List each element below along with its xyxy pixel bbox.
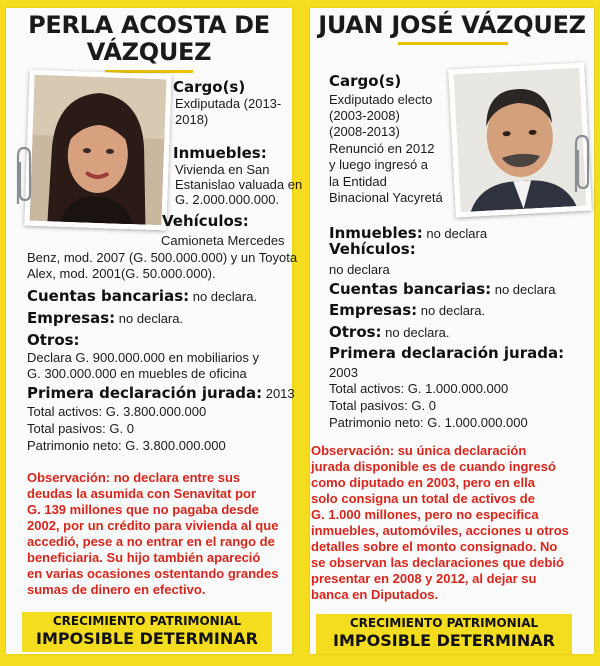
left-empresas-row <box>27 311 183 326</box>
left-patrimonio-neto: Patrimonio neto: G. 3.800.000.000 <box>27 438 226 453</box>
left-inmuebles-line: G. 2.000.000.000. <box>175 192 280 207</box>
right-name-line: JUAN JOSÉ VÁZQUEZ <box>318 11 586 39</box>
left-paperclip-icon <box>10 144 36 208</box>
right-observacion-line: solo consigna un total de activos de <box>311 491 535 506</box>
left-vehiculos-line: Alex, mod. 2001(G. 50.000.000). <box>27 266 216 281</box>
right-empresas-value: no declara. <box>417 303 486 318</box>
left-inmuebles-line: Estanislao valuada en <box>175 177 303 192</box>
left-portrait-image <box>29 75 166 226</box>
left-observacion-line: 2002, por un crédito para vivienda al que <box>27 518 279 533</box>
right-patrimonio-neto: Patrimonio neto: G. 1.000.000.000 <box>329 415 528 430</box>
left-otros-line: Declara G. 900.000.000 en mobiliarios y <box>27 350 259 365</box>
right-banner-line2: IMPOSIBLE DETERMINAR <box>333 631 555 650</box>
left-cargo-heading: Cargo(s) <box>173 78 246 96</box>
left-observacion-line: beneficiaria. Su hijo también apareció <box>27 550 261 565</box>
right-person-name <box>310 12 594 39</box>
right-otros-heading: Otros: <box>329 323 382 341</box>
right-empresas-heading: Empresas: <box>329 301 418 319</box>
left-inmuebles-line: Vivienda en San <box>175 162 270 177</box>
right-paperclip-icon <box>568 132 594 196</box>
right-inmuebles-heading: Inmuebles: <box>329 224 423 242</box>
left-observacion-line: G. 139 millones que no pagaba desde <box>27 502 259 517</box>
right-vehiculos-value: no declara <box>329 262 390 277</box>
right-otros-value: no declara. <box>381 325 450 340</box>
right-cargo-heading: Cargo(s) <box>329 72 402 90</box>
right-observacion-line: detalles sobre el monto consignado. No <box>311 539 558 554</box>
left-conclusion-banner <box>22 612 272 652</box>
right-observacion-line: como diputado en 2003, pero en ella <box>311 475 535 490</box>
right-cuentas-value: no declara <box>491 282 556 297</box>
left-observacion-line: Observación: no declara entre sus <box>27 470 241 485</box>
left-vehiculos-line: Benz, mod. 2007 (G. 500.000.000) y un Toyota <box>27 250 298 265</box>
left-otros-line: G. 300.000.000 en muebles de oficina <box>27 366 247 381</box>
right-total-activos: Total activos: G. 1.000.000.000 <box>329 381 509 396</box>
right-observacion-line: se observan las declaraciones que debió <box>311 555 564 570</box>
left-portrait-photo <box>24 70 171 231</box>
right-cuentas-heading: Cuentas bancarias: <box>329 280 492 298</box>
right-cargo-line: y luego ingresó a <box>329 157 429 172</box>
left-otros-heading: Otros: <box>27 331 80 349</box>
right-vehiculos-heading: Vehículos: <box>329 240 416 258</box>
left-cargo-line: 2018) <box>175 112 209 127</box>
left-observacion-line: deudas la asumida con Senavitat por <box>27 486 257 501</box>
right-primera-year: 2003 <box>329 365 358 380</box>
right-cargo-line: Binacional Yacyretá <box>329 190 443 205</box>
left-person-name <box>6 12 292 66</box>
left-cuentas-row <box>27 289 257 304</box>
left-banner-line2: IMPOSIBLE DETERMINAR <box>36 629 258 648</box>
right-empresas-row <box>329 303 485 318</box>
left-observacion-line: sumas de dinero en efectivo. <box>27 582 206 597</box>
right-portrait-image <box>453 68 586 212</box>
left-cuentas-value: no declara. <box>189 289 258 304</box>
left-observacion-line: en varias ocasiones ostentando grandes <box>27 566 279 581</box>
right-cargo-line: Renunció en 2012 <box>329 141 435 156</box>
right-observacion-line: Observación: su única declaración <box>311 443 527 458</box>
right-banner-line1: CRECIMIENTO PATRIMONIAL <box>349 616 539 630</box>
right-observacion-line: presentar en 2008 y 2012, al dejar su <box>311 571 537 586</box>
left-banner-line1: CRECIMIENTO PATRIMONIAL <box>52 614 242 628</box>
right-primera-heading: Primera declaración jurada: <box>329 344 565 362</box>
right-cargo-line: Exdiputado electo <box>329 92 433 107</box>
left-primera-year: 2013 <box>262 386 295 401</box>
right-cuentas-row <box>329 282 555 297</box>
left-empresas-value: no declara. <box>115 311 184 326</box>
left-cuentas-heading: Cuentas bancarias: <box>27 287 190 305</box>
left-empresas-heading: Empresas: <box>27 309 116 327</box>
left-total-pasivos: Total pasivos: G. 0 <box>27 421 134 436</box>
right-name-underline <box>398 42 508 45</box>
right-inmuebles-row <box>329 226 487 241</box>
right-observacion-line: inmuebles, automóviles, acciones u otros <box>311 523 569 538</box>
left-primera-heading: Primera declaración jurada: <box>27 384 263 402</box>
right-cargo-line: la Entidad <box>329 174 387 189</box>
left-name-line1: PERLA ACOSTA DE <box>28 11 270 39</box>
left-primera-row <box>27 386 295 401</box>
right-cargo-line: (2003-2008) <box>329 108 400 123</box>
left-total-activos: Total activos: G. 3.800.000.000 <box>27 404 207 419</box>
left-vehiculos-line: Camioneta Mercedes <box>161 233 285 248</box>
left-vehiculos-heading: Vehículos: <box>162 212 249 230</box>
right-inmuebles-value: no declara <box>422 226 488 241</box>
right-otros-row <box>329 325 450 340</box>
right-total-pasivos: Total pasivos: G. 0 <box>329 398 436 413</box>
left-inmuebles-heading: Inmuebles: <box>173 144 267 162</box>
right-cargo-line: (2008-2013) <box>329 124 400 139</box>
right-observacion-line: banca en Diputados. <box>311 587 439 602</box>
left-name-line2: VÁZQUEZ <box>86 38 212 66</box>
left-observacion-line: accedió, pese a no entrar en el rango de <box>27 534 275 549</box>
right-conclusion-banner <box>316 614 572 654</box>
right-observacion-line: jurada disponible es de cuando ingresó <box>311 459 556 474</box>
right-observacion-line: G. 1.000 millones, pero no especifica <box>311 507 539 522</box>
left-cargo-line: Exdiputada (2013- <box>175 96 282 111</box>
